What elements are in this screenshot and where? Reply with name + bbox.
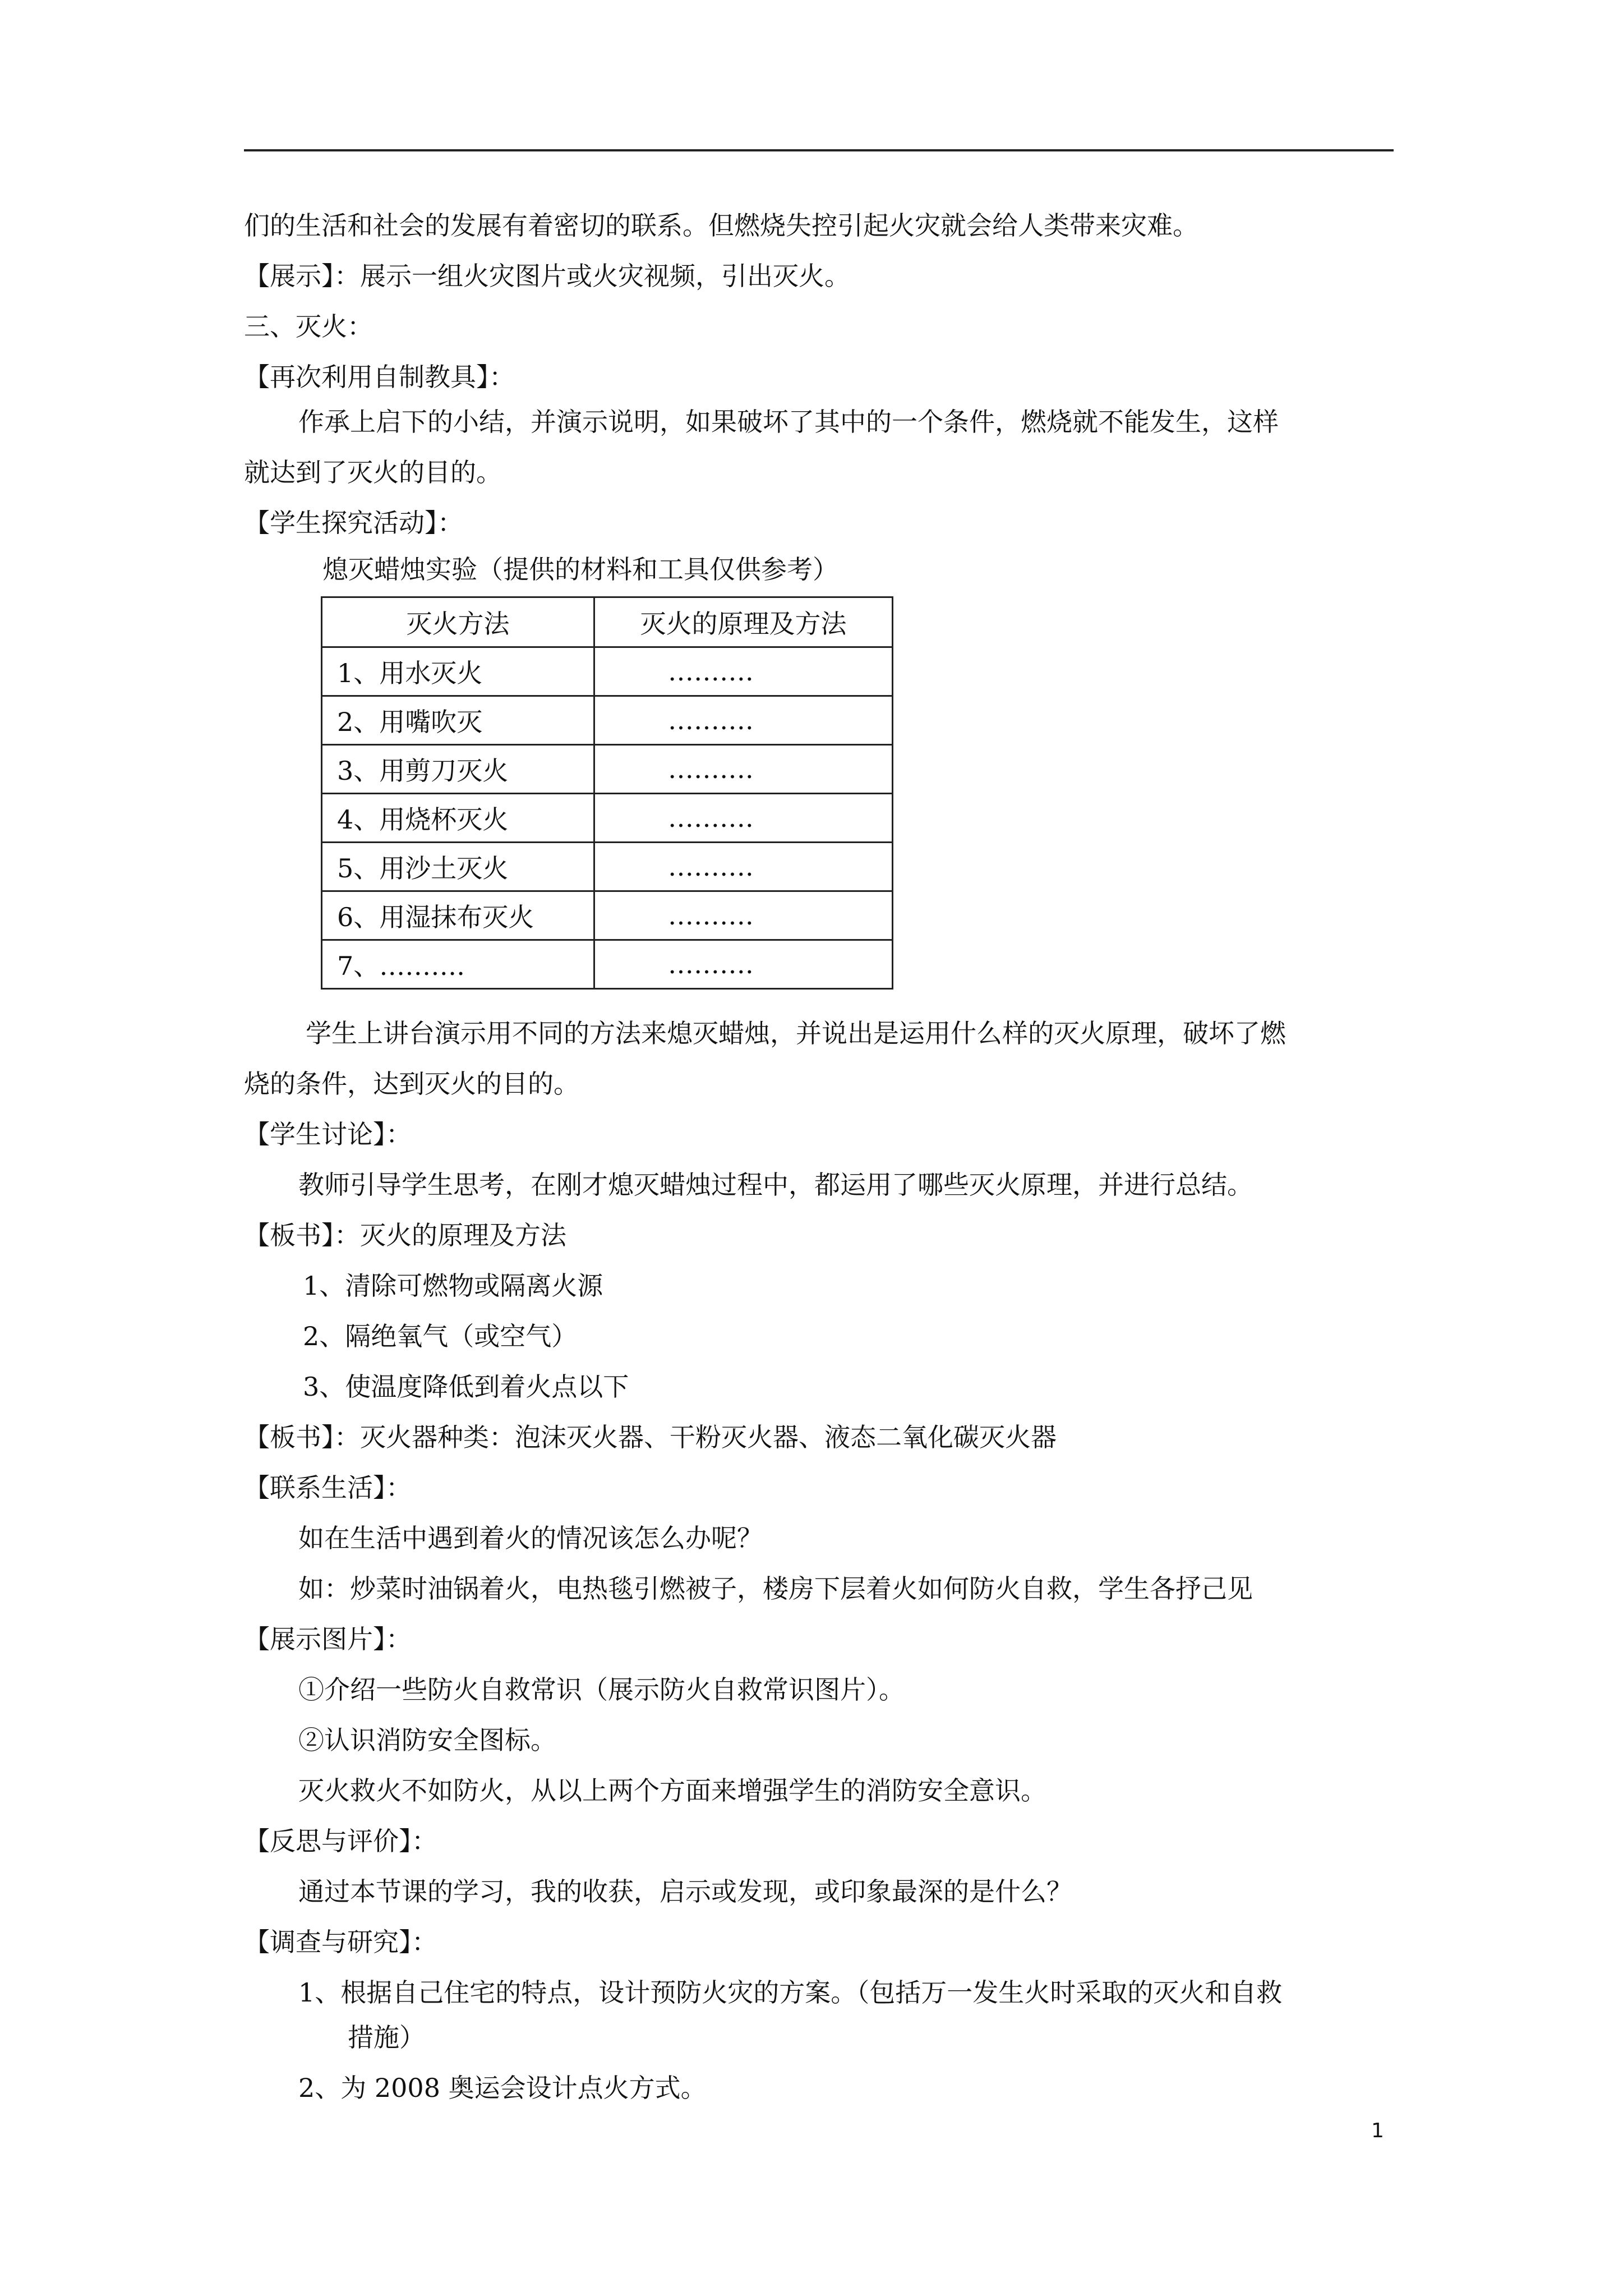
paragraph-line: 通过本节课的学习，我的收获，启示或发现，或印象最深的是什么？	[298, 1876, 1072, 1907]
paragraph-line: 如：炒菜时油锅着火，电热毯引燃被子，楼房下层着火如何防火自救，学生各抒己见	[298, 1573, 1253, 1604]
paragraph-line: 【反思与评价】：	[244, 1826, 437, 1856]
list-item: 1、清除可燃物或隔离火源	[303, 1271, 603, 1301]
paragraph-line: 【调查与研究】：	[244, 1927, 437, 1957]
table-row	[322, 843, 893, 891]
paragraph-line: 【学生讨论】：	[244, 1119, 412, 1149]
paragraph-line: 【板书】：灭火的原理及方法	[244, 1220, 566, 1250]
method-cell: 2、用嘴吹灭	[322, 696, 594, 745]
table-row	[322, 940, 893, 989]
method-cell: 5、用沙土灭火	[322, 843, 594, 891]
paragraph-line: 灭火救火不如防火，从以上两个方面来增强学生的消防安全意识。	[298, 1775, 1046, 1806]
list-item: 2、隔绝氧气（或空气）	[303, 1321, 578, 1351]
column-header-method: 灭火方法	[322, 597, 594, 647]
page-number: 1	[1371, 2119, 1384, 2142]
principle-cell: ……….	[594, 647, 893, 696]
paragraph-line: 就达到了灭火的目的。	[244, 457, 502, 487]
paragraph-line: 【再次利用自制教具】：	[244, 362, 515, 392]
header-rule	[244, 149, 1394, 151]
table-header-row	[322, 597, 893, 647]
column-header-principle: 灭火的原理及方法	[594, 597, 893, 647]
section-heading: 三、灭火：	[244, 311, 373, 342]
principle-cell: ……….	[594, 843, 893, 891]
paragraph-line: 们的生活和社会的发展有着密切的联系。但燃烧失控引起火灾就会给人类带来灾难。	[244, 210, 1198, 241]
paragraph-line: 【学生探究活动】：	[244, 508, 463, 538]
method-cell: 4、用烧杯灭火	[322, 794, 594, 843]
list-item: 1、根据自己住宅的特点，设计预防火灾的方案。（包括万一发生火时采取的灭火和自救	[298, 1977, 1283, 2008]
paragraph-line: 教师引导学生思考，在刚才熄灭蜡烛过程中，都运用了哪些灭火原理，并进行总结。	[298, 1170, 1253, 1200]
table-row	[322, 745, 893, 794]
table-row	[322, 891, 893, 940]
method-cell: 1、用水灭火	[322, 647, 594, 696]
table-row	[322, 696, 893, 745]
method-cell: 6、用湿抹布灭火	[322, 891, 594, 940]
paragraph-line: 【展示图片】：	[244, 1624, 412, 1654]
paragraph-line: 【板书】：灭火器种类：泡沫灭火器、干粉灭火器、液态二氧化碳灭火器	[244, 1422, 1057, 1452]
list-item: 2、为 2008 奥运会设计点火方式。	[298, 2073, 707, 2103]
principle-cell: ……….	[594, 745, 893, 794]
paragraph-line: 学生上讲台演示用不同的方法来熄灭蜡烛，并说出是运用什么样的灭火原理，破坏了燃	[306, 1018, 1286, 1048]
list-item-continuation: 措施）	[348, 2022, 425, 2053]
list-item: ①介绍一些防火自救常识（展示防火自救常识图片）。	[298, 1674, 905, 1705]
table-row	[322, 794, 893, 843]
extinguish-methods-table	[321, 596, 893, 990]
list-item: ②认识消防安全图标。	[298, 1725, 556, 1755]
table-row	[322, 647, 893, 696]
principle-cell: ……….	[594, 891, 893, 940]
principle-cell: ……….	[594, 696, 893, 745]
paragraph-line: 如在生活中遇到着火的情况该怎么办呢？	[298, 1523, 763, 1553]
method-cell: 3、用剪刀灭火	[322, 745, 594, 794]
paragraph-line: 【联系生活】：	[244, 1473, 412, 1503]
paragraph-line: 作承上启下的小结，并演示说明，如果破坏了其中的一个条件，燃烧就不能发生，这样	[298, 407, 1279, 437]
list-item: 3、使温度降低到着火点以下	[303, 1372, 629, 1402]
principle-cell: ……….	[594, 940, 893, 989]
table-caption: 熄灭蜡烛实验（提供的材料和工具仅供参考）	[322, 554, 838, 585]
paragraph-line: 【展示】：展示一组火灾图片或火灾视频，引出灭火。	[244, 261, 850, 291]
method-cell: 7、……….	[322, 940, 594, 989]
principle-cell: ……….	[594, 794, 893, 843]
paragraph-line: 烧的条件，达到灭火的目的。	[244, 1069, 579, 1099]
